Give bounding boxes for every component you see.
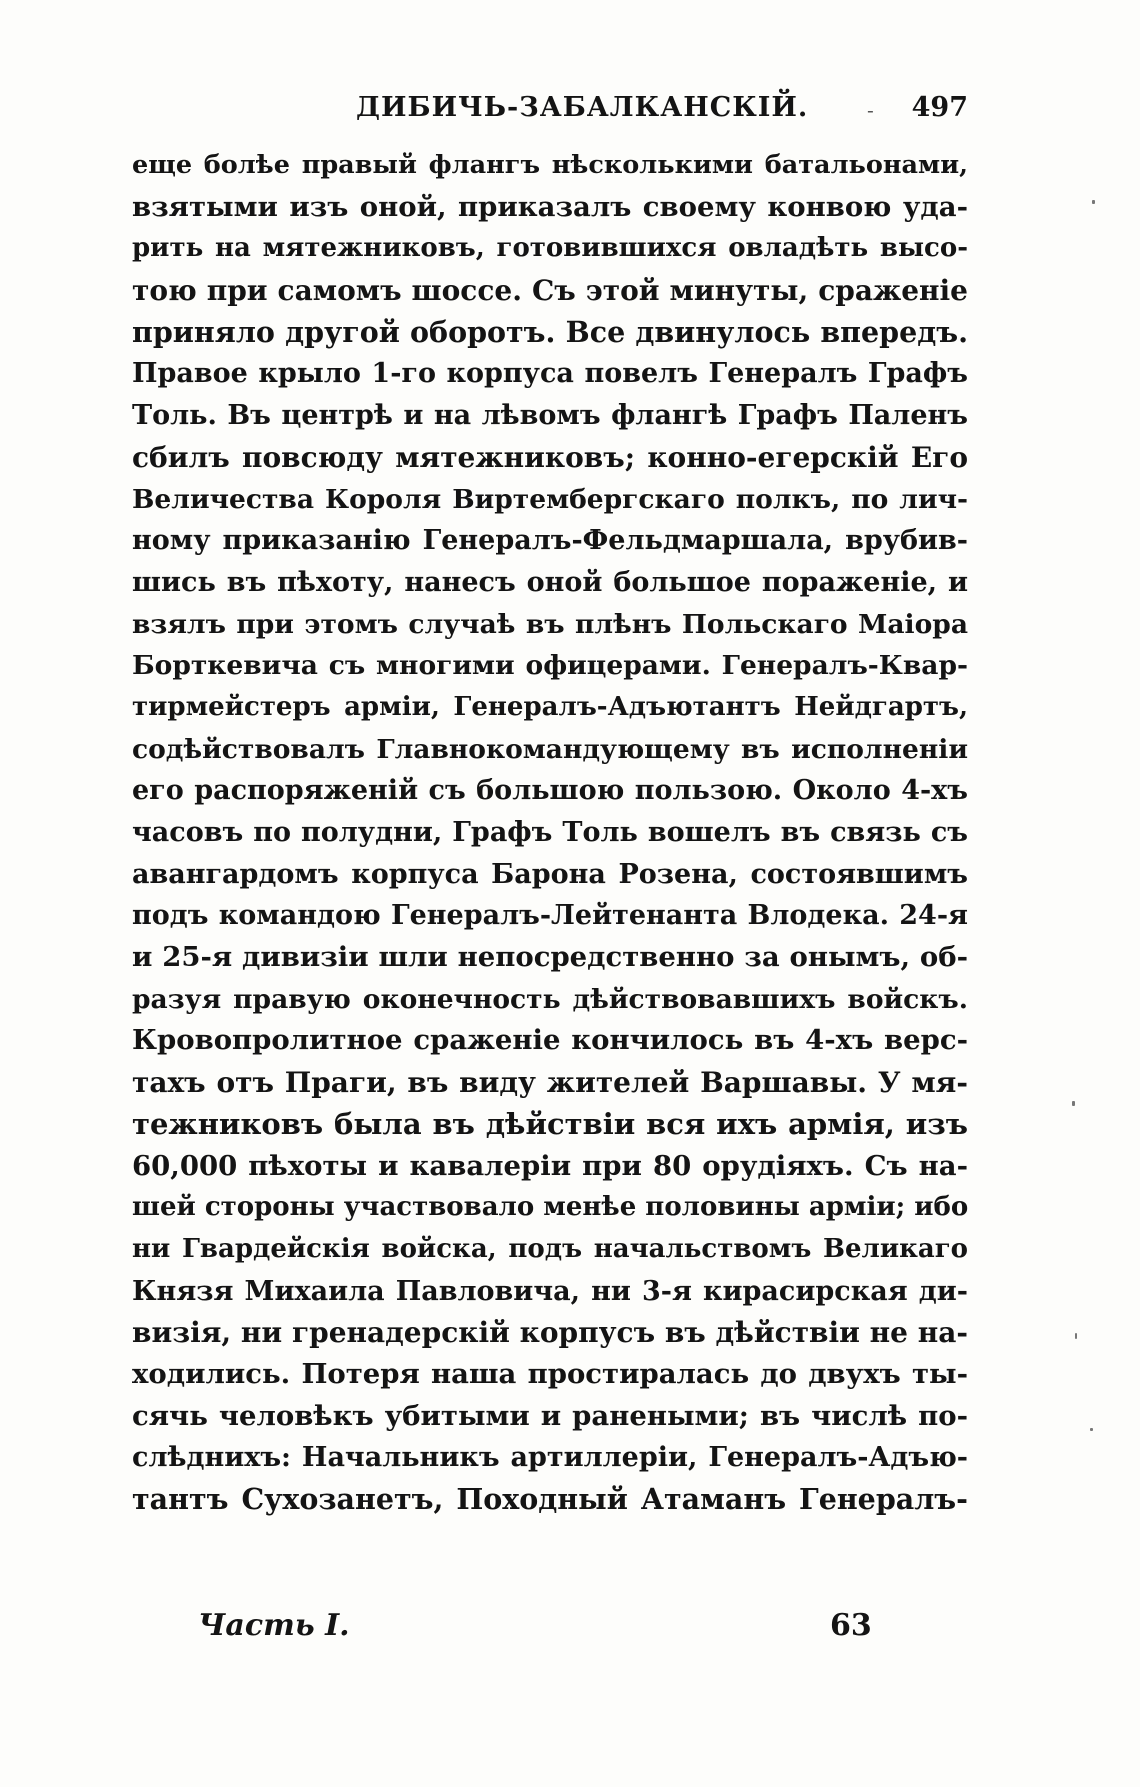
text-line: сячь человѣкъ убитыми и ранеными; въ числѣ по- <box>132 1399 968 1432</box>
text-line: авангардомъ корпуса Барона Розена, состоявшимъ <box>132 858 968 890</box>
paper-speck <box>1075 1333 1077 1339</box>
text-line: ни Гвардейскія войска, подъ начальствомъ Великаго <box>132 1233 968 1264</box>
text-line: Борткевича съ многими офицерами. Генералъ-Квар- <box>132 650 968 682</box>
text-line: подъ командою Генералъ-Лейтенанта Влодека. 24-я <box>132 900 968 932</box>
text-line: 60,000 пѣхоты и кавалеріи при 80 орудіяхъ. Съ на- <box>132 1149 968 1182</box>
text-line: взятыми изъ оной, приказалъ своему конвою уда- <box>132 190 968 223</box>
paper-speck <box>1092 200 1095 204</box>
page-footer <box>132 1608 968 1654</box>
page-number: 497 <box>911 92 968 123</box>
header-mark: - <box>867 98 874 122</box>
text-line: содѣйствовалъ Главнокомандующему въ исполненіи <box>132 733 968 765</box>
text-line: ходились. Потеря наша простиралась до двухъ ты- <box>132 1357 968 1390</box>
text-line: тою при самомъ шоссе. Съ этой минуты, сраженіе <box>132 274 968 308</box>
text-line: сбилъ повсюду мятежниковъ; конно-егерскій Его <box>132 440 968 474</box>
text-line: часовъ по полудни, Графъ Толь вошелъ въ связь съ <box>132 817 968 848</box>
text-line: Правое крыло 1-го корпуса повелъ Генералъ Графъ <box>132 358 968 390</box>
text-line: тирмейстеръ арміи, Генералъ-Адъютантъ Нейдгартъ, <box>132 691 968 722</box>
text-line: его распоряженій съ большою пользою. Около 4-хъ <box>132 775 968 807</box>
text-line: Величества Короля Виртембергскаго полкъ, по лич- <box>132 483 968 515</box>
text-line: визія, ни гренадерскій корпусъ въ дѣйствіи не на- <box>132 1316 968 1350</box>
text-line: тежниковъ была въ дѣйствіи вся ихъ армія, изъ <box>132 1106 968 1141</box>
text-line: шись въ пѣхоту, нанесъ оной большое пораженіе, и <box>132 566 968 598</box>
signature-number: 63 <box>830 1608 872 1643</box>
text-line: приняло другой оборотъ. Все двинулось впередъ. <box>132 314 968 349</box>
text-line: Князя Михаила Павловича, ни 3-я кирасирская ди- <box>132 1275 968 1307</box>
text-line: тахъ отъ Праги, въ виду жителей Варшавы. У мя- <box>132 1066 968 1100</box>
running-title: ДИБИЧЬ-ЗАБАЛКАНСКІЙ. <box>356 92 809 123</box>
text-line: и 25-я дивизіи шли непосредственно за онымъ, об- <box>132 941 968 974</box>
text-line: ному приказанію Генералъ-Фельдмаршала, врубив- <box>132 525 968 557</box>
paper-speck <box>1072 1101 1075 1106</box>
text-line: тантъ Сухозанетъ, Походный Атаманъ Генералъ- <box>132 1482 968 1516</box>
body-text <box>132 145 968 1521</box>
text-line: взялъ при этомъ случаѣ въ плѣнъ Польскаго Маіора <box>132 608 968 640</box>
text-line: слѣднихъ: Начальникъ артиллеріи, Генералъ-Адъю- <box>132 1442 968 1474</box>
signature-mark: Часть I. <box>198 1608 350 1643</box>
paper-speck <box>1090 1428 1093 1431</box>
text-line: еще болѣе правый флангъ нѣсколькими батальонами, <box>132 150 968 180</box>
text-line: Толь. Въ центрѣ и на лѣвомъ флангѣ Графъ Паленъ <box>132 400 968 432</box>
text-line: рить на мятежниковъ, готовившихся овладѣть высо- <box>132 233 968 264</box>
text-line: шей стороны участвовало менѣе половины арміи; ибо <box>132 1192 969 1223</box>
page-header <box>132 92 968 132</box>
text-line: Кровопролитное сраженіе кончилось въ 4-хъ верс- <box>132 1024 968 1057</box>
text-line: разуя правую оконечность дѣйствовавшихъ войскъ. <box>132 983 968 1015</box>
